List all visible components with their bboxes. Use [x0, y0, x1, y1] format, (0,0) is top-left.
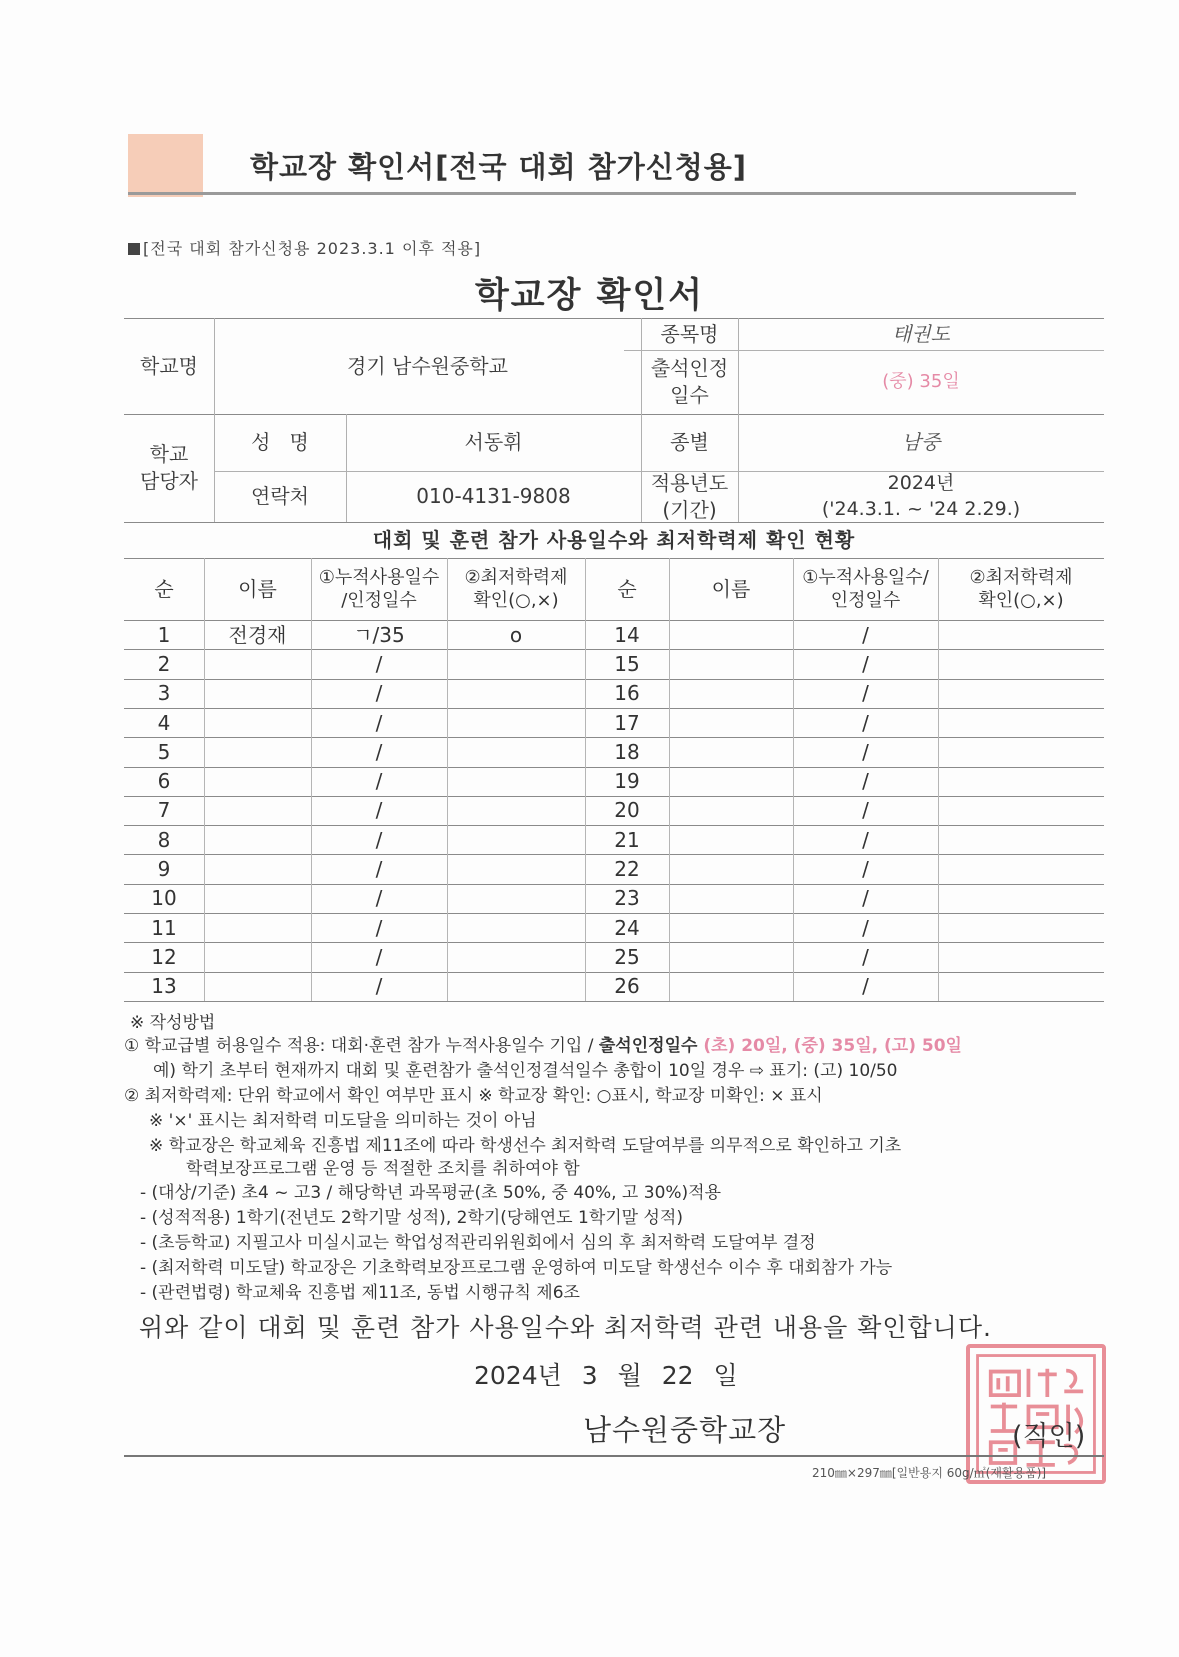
- roster-right-check: [938, 708, 1104, 737]
- roster-left-days: /: [375, 915, 383, 940]
- roster-left-no: 13: [151, 974, 177, 999]
- category-value: 남중: [901, 430, 941, 454]
- date-day: 22: [661, 1361, 694, 1390]
- roster-right-name: [669, 737, 793, 766]
- header-days-2: ①누적사용일수/ 인정일수: [802, 566, 929, 611]
- header-days: ①누적사용일수 /인정일수: [318, 566, 440, 611]
- roster-right-no: 14: [614, 622, 640, 647]
- roster-left-no: 9: [157, 857, 171, 882]
- school-value: 경기 남수원중학교: [347, 353, 508, 378]
- roster-right-days: /: [862, 622, 869, 647]
- roster-right-days: /: [862, 915, 869, 940]
- roster-left-days: /: [375, 798, 383, 823]
- roster-left-days: /: [375, 739, 383, 764]
- roster-right-days: /: [862, 739, 869, 764]
- manager-label: 학교 담당자: [140, 442, 198, 493]
- detail-2: - (성적적용) 1학기(전년도 2학기말 성적), 2학기(당해연도 1학기말 성적): [140, 1208, 683, 1228]
- roster-left-check: [447, 796, 585, 825]
- square-bullet-icon: [128, 243, 140, 255]
- roster-right-check: [938, 854, 1104, 883]
- roster-left-no: 2: [157, 651, 171, 676]
- sport-value: 태권도: [892, 321, 950, 346]
- roster-left-no: 10: [151, 886, 177, 911]
- note-4: ※ 학교장은 학교체육 진흥법 제11조에 따라 학생선수 최저학력 도달여부를 의무적으로 확인하고 기초: [149, 1136, 902, 1156]
- date-year: 2024년: [474, 1361, 562, 1390]
- roster-left-name: 전경재: [228, 622, 287, 647]
- name-label: 성 명: [251, 430, 309, 454]
- roster-left-name: [204, 708, 311, 737]
- row-divider: [124, 1001, 1104, 1002]
- roster-right-days: /: [862, 944, 869, 969]
- roster-left-days: /: [375, 974, 383, 999]
- header-check: ②최저학력제 확인(○,×): [464, 566, 568, 611]
- divider: [124, 522, 1104, 523]
- roster-left-no: 4: [157, 710, 171, 735]
- header-name-2: 이름: [711, 577, 751, 601]
- seal-label: (직인): [1012, 1421, 1086, 1452]
- roster-right-days: /: [862, 651, 869, 676]
- roster-right-no: 26: [614, 974, 640, 999]
- category-label: 종별: [670, 430, 709, 454]
- roster-right-name: [669, 767, 793, 796]
- roster-right-days: /: [862, 886, 869, 911]
- contact-label: 연락처: [251, 484, 309, 508]
- roster-right-name: [669, 825, 793, 854]
- roster-right-days: /: [862, 769, 869, 794]
- detail-3: - (초등학교) 지필고사 미실시교는 학업성적관리위원회에서 심의 후 최저학력 도달여부 결정: [140, 1233, 816, 1253]
- contact-value: 010-4131-9808: [416, 484, 571, 508]
- sport-label: 종목명: [660, 321, 719, 346]
- roster-left-no: 1: [157, 622, 171, 647]
- header-no-2: 순: [617, 577, 637, 601]
- roster-right-no: 15: [614, 651, 640, 676]
- note-4-cont: 학력보장프로그램 운영 등 적절한 조치를 취하여야 함: [186, 1159, 580, 1179]
- note-2: ② 최저학력제: 단위 학교에서 확인 여부만 표시 ※ 학교장 확인: ○표시, 학교장 미확인: × 표시: [124, 1086, 823, 1106]
- year-value: 2024년 ('24.3.1. ~ '24 2.29.): [821, 471, 1021, 520]
- bottom-rule: [124, 1455, 1104, 1457]
- roster-right-name: [669, 942, 793, 971]
- principal-title: 남수원중학교장: [583, 1413, 787, 1447]
- detail-4: - (최저학력 미도달) 학교장은 기초학력보장프로그램 운영하여 미도달 학생선수 이수 후 대회참가 가능: [140, 1258, 893, 1278]
- roster-right-no: 16: [614, 681, 640, 706]
- roster-right-days: /: [862, 798, 869, 823]
- roster-right-check: [938, 620, 1104, 649]
- roster-right-check: [938, 884, 1104, 913]
- header-name: 이름: [238, 577, 277, 601]
- roster-right-no: 20: [614, 798, 640, 823]
- roster-right-no: 17: [614, 710, 640, 735]
- roster-left-name: [204, 913, 311, 942]
- roster-right-days: /: [862, 710, 869, 735]
- roster-left-check: [447, 708, 585, 737]
- roster-left-days: /: [375, 944, 383, 969]
- roster-left-days: /: [375, 769, 383, 794]
- roster-left-days: /: [375, 710, 383, 735]
- roster-right-name: [669, 649, 793, 678]
- roster-left-no: 11: [151, 915, 177, 940]
- info-table: [124, 318, 1104, 523]
- roster-right-no: 25: [614, 944, 640, 969]
- roster-right-check: [938, 913, 1104, 942]
- roster-left-name: [204, 649, 311, 678]
- date-month-unit: 월: [617, 1361, 642, 1390]
- roster-left-check: [447, 679, 585, 708]
- confirmation-statement: 위와 같이 대회 및 훈련 참가 사용일수와 최저학력 관련 내용을 확인합니다.: [139, 1313, 992, 1342]
- page-title: 학교장 확인서: [474, 276, 705, 316]
- roster-right-no: 21: [614, 827, 640, 852]
- table-top-border: [124, 558, 1104, 559]
- roster-left-check: [447, 942, 585, 971]
- header-check-2: ②최저학력제 확인(○,×): [969, 566, 1073, 611]
- roster-right-name: [669, 972, 793, 1001]
- roster-right-days: /: [862, 974, 869, 999]
- roster-left-days: /: [375, 827, 383, 852]
- roster-left-check: [447, 913, 585, 942]
- year-label: 적용년도 (기간): [650, 470, 729, 522]
- roster-right-days: /: [862, 857, 869, 882]
- roster-left-check: [447, 767, 585, 796]
- applicability-note: [전국 대회 참가신청용 2023.3.1 이후 적용]: [128, 236, 481, 259]
- attendance-value: (중) 35일: [882, 370, 960, 392]
- roster-left-days: /: [375, 857, 383, 882]
- roster-left-days: /: [375, 681, 383, 706]
- roster-left-name: [204, 972, 311, 1001]
- roster-right-check: [938, 942, 1104, 971]
- roster-right-name: [669, 708, 793, 737]
- roster-right-no: 23: [614, 886, 640, 911]
- roster-right-days: /: [862, 681, 869, 706]
- roster-right-check: [938, 972, 1104, 1001]
- roster-right-name: [669, 620, 793, 649]
- roster-left-days: /: [375, 886, 383, 911]
- roster-right-name: [669, 884, 793, 913]
- roster-left-name: [204, 679, 311, 708]
- school-label: 학교명: [140, 353, 198, 378]
- paper-spec: 210㎜×297㎜[일반용지 60g/㎡(재활용품)]: [812, 1466, 1047, 1480]
- header-title: 학교장 확인서[전국 대회 참가신청용]: [250, 150, 748, 184]
- roster-left-check: [447, 825, 585, 854]
- detail-5: - (관련법령) 학교체육 진흥법 제11조, 동법 시행규칙 제6조: [140, 1283, 580, 1303]
- roster-right-days: /: [862, 827, 869, 852]
- roster-right-check: [938, 649, 1104, 678]
- attendance-label: 출석인정 일수: [650, 356, 729, 407]
- roster-left-no: 12: [151, 944, 177, 969]
- roster-left-name: [204, 825, 311, 854]
- roster-left-check: o: [509, 622, 523, 647]
- header-rule: [128, 192, 1076, 195]
- roster-right-name: [669, 854, 793, 883]
- date-day-unit: 일: [713, 1361, 738, 1390]
- roster-left-check: [447, 854, 585, 883]
- note-3: ※ '×' 표시는 최저학력 미도달을 의미하는 것이 아님: [149, 1111, 537, 1131]
- roster-right-check: [938, 737, 1104, 766]
- signature-date: [474, 1356, 750, 1392]
- roster-right-no: 19: [614, 769, 640, 794]
- date-month: 3: [581, 1361, 598, 1390]
- roster-right-check: [938, 679, 1104, 708]
- roster-left-name: [204, 767, 311, 796]
- roster-right-no: 22: [614, 857, 640, 882]
- roster-right-no: 24: [614, 915, 640, 940]
- roster-left-no: 3: [157, 681, 171, 706]
- roster-left-name: [204, 942, 311, 971]
- roster-left-check: [447, 737, 585, 766]
- header-no: 순: [154, 577, 174, 601]
- roster-right-check: [938, 796, 1104, 825]
- notes-heading: ※ 작성방법: [130, 1013, 216, 1033]
- roster-left-check: [447, 972, 585, 1001]
- roster-right-no: 18: [614, 739, 640, 764]
- roster-left-days: ㄱ/35: [353, 622, 405, 647]
- roster-left-no: 5: [157, 739, 171, 764]
- roster-left-name: [204, 737, 311, 766]
- detail-1: - (대상/기준) 초4 ~ 고3 / 해당학년 과목평균(초 50%, 중 40%, 고 30%)적용: [140, 1183, 722, 1203]
- roster-left-no: 8: [157, 827, 171, 852]
- roster-left-name: [204, 854, 311, 883]
- note-1: ① 학교급별 허용일수 적용: 대회·훈련 참가 누적사용일수 기입 / 출석인정일수 (초) 20일, (중) 35일, (고) 50일: [124, 1036, 962, 1056]
- roster-left-no: 7: [157, 798, 171, 823]
- roster-left-no: 6: [157, 769, 171, 794]
- roster-left-check: [447, 884, 585, 913]
- name-value: 서동휘: [464, 430, 523, 454]
- roster-right-check: [938, 767, 1104, 796]
- header-color-block: [128, 134, 203, 197]
- roster-right-check: [938, 825, 1104, 854]
- roster-left-days: /: [375, 651, 383, 676]
- roster-right-name: [669, 796, 793, 825]
- roster-left-check: [447, 649, 585, 678]
- note-1-example: 예) 학기 초부터 현재까지 대회 및 훈련참가 출석인정결석일수 총합이 10일 경우 ⇨ 표기: (고) 10/50: [153, 1061, 898, 1081]
- roster-left-name: [204, 884, 311, 913]
- roster-left-name: [204, 796, 311, 825]
- roster-right-name: [669, 913, 793, 942]
- roster-right-name: [669, 679, 793, 708]
- section-title: 대회 및 훈련 참가 사용일수와 최저학력제 확인 현황: [372, 528, 856, 552]
